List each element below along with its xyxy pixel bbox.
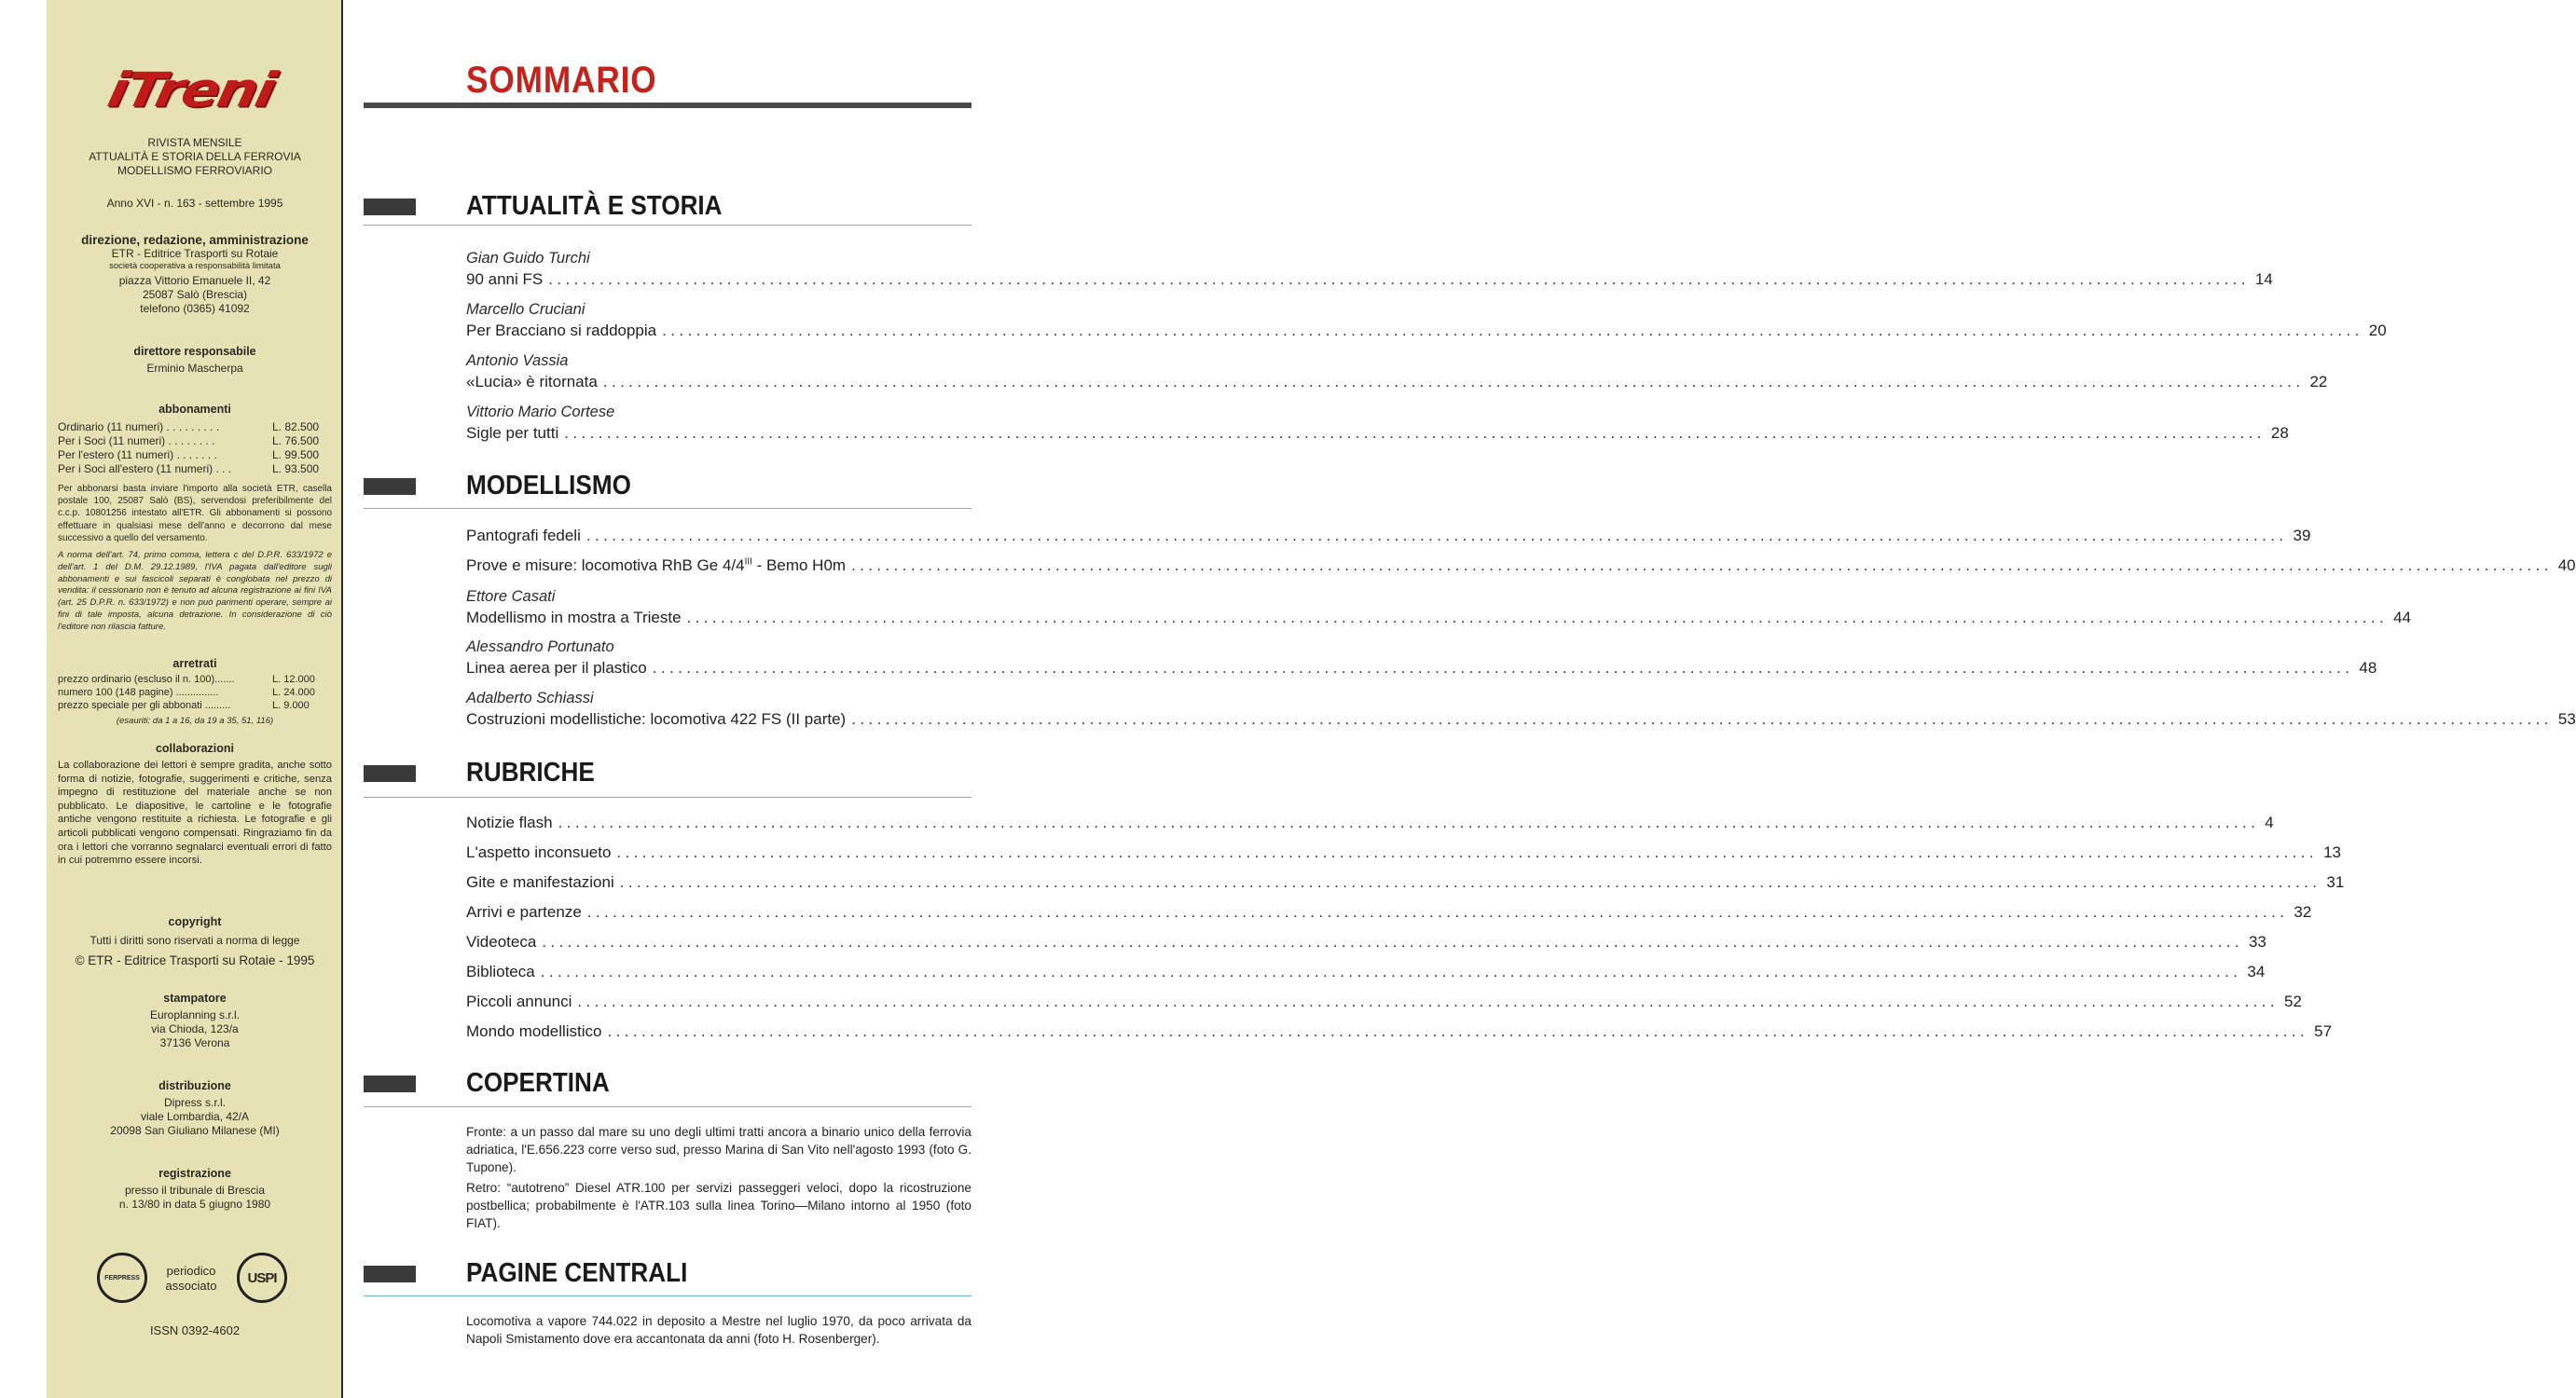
- centerfold-description: Locomotiva a vapore 744.022 in deposito a Mestre nel luglio 1970, da poco arrivata da Napoli Smistamento dove era accantonata da anni (foto H. Rosenberger).: [466, 1314, 971, 1346]
- entry-author: Alessandro Portunato: [466, 638, 614, 655]
- entry-title: Biblioteca: [466, 963, 535, 980]
- address-line: piazza Vittorio Emanuele II, 42: [118, 274, 271, 287]
- stampatore-line: via Chioda, 123/a: [151, 1022, 239, 1035]
- price-desc: Per l'estero (11 numeri) . . . . . . .: [58, 448, 217, 461]
- section-marker: [364, 1076, 416, 1092]
- uspi-seal: [237, 1253, 287, 1303]
- entry-page: 40: [2557, 556, 2576, 574]
- entry-page: 33: [2248, 933, 2266, 951]
- entry-title: Sigle per tutti: [466, 424, 559, 442]
- address-line: telefono (0365) 41092: [140, 302, 250, 315]
- associato-line: associato: [165, 1279, 217, 1293]
- entry-title: Modellismo in mostra a Trieste: [466, 609, 682, 626]
- direttore-name: Erminio Mascherpa: [146, 362, 243, 375]
- issue-info: Anno XVI - n. 163 - settembre 1995: [106, 197, 283, 210]
- entry-page: 44: [2393, 609, 2412, 626]
- stampatore-block: [47, 992, 343, 1050]
- direttore-block: [47, 345, 343, 376]
- collaborazioni-block: [47, 742, 343, 868]
- entry-title: Mondo modellistico: [466, 1022, 602, 1040]
- entry-title: Linea aerea per il plastico: [466, 659, 647, 677]
- magazine-subtitle: [47, 136, 343, 178]
- entry-page: 20: [2368, 322, 2387, 339]
- entry-page: 14: [2254, 270, 2273, 288]
- collaborazioni-title: collaborazioni: [155, 742, 235, 755]
- copyright-title: copyright: [168, 915, 222, 928]
- price-value: L. 82.500: [272, 420, 320, 433]
- entry-page: 32: [2294, 903, 2312, 921]
- entry-title: 90 anni FS: [466, 270, 544, 288]
- uspi-seal-text: USPI: [247, 1269, 277, 1286]
- direzione-block: [47, 233, 343, 316]
- direttore-title: direttore responsabile: [133, 345, 256, 358]
- section-rule: [364, 508, 971, 509]
- price-desc: Ordinario (11 numeri) . . . . . . . . .: [58, 420, 220, 433]
- toc-entry[interactable]: [466, 248, 2273, 291]
- section-marker: [364, 1266, 416, 1282]
- section-rule: [364, 1295, 971, 1296]
- section-marker: [364, 199, 416, 215]
- leader-dots: ........................................................................................................................................................................................................: [585, 527, 2288, 544]
- entry-author: Marcello Cruciani: [466, 301, 585, 318]
- leader-dots: ........................................................................................................................................................................................................: [851, 556, 2553, 574]
- abbonamenti-title: abbonamenti: [158, 403, 231, 416]
- direzione-title: direzione, redazione, amministrazione: [81, 233, 309, 247]
- arretrati-block: [47, 657, 343, 727]
- price-value: L. 76.500: [272, 434, 320, 447]
- copyright-block: [47, 915, 343, 968]
- price-desc: numero 100 (148 pagine) ...............: [58, 687, 219, 698]
- entry-title: Per Bracciano si raddoppia: [466, 322, 657, 339]
- stampatore-line: Europlanning s.r.l.: [149, 1008, 241, 1021]
- table-of-contents: [364, 0, 2576, 1398]
- copyright-line: Tutti i diritti sono riservati a norma di legge: [90, 934, 300, 947]
- stampatore-line: 37136 Verona: [159, 1036, 230, 1049]
- toc-entry[interactable]: [466, 1021, 2333, 1043]
- abbonamenti-block: [47, 403, 343, 634]
- toc-entry[interactable]: [466, 688, 2576, 731]
- entry-title: [466, 555, 846, 577]
- entry-title: «Lucia» è ritornata: [466, 373, 598, 391]
- leader-dots: ........................................................................................................................................................................................................: [540, 963, 2242, 980]
- price-row: [47, 686, 343, 699]
- section-title: COPERTINA: [466, 1068, 610, 1098]
- leader-dots: ........................................................................................................................................................................................................: [662, 322, 2363, 339]
- arretrati-note: (esauriti: da 1 a 16, da 19 a 35, 51, 116): [116, 716, 274, 726]
- entry-title: Gite e manifestazioni: [466, 873, 614, 891]
- price-row: [47, 420, 343, 434]
- registrazione-line: n. 13/80 in data 5 giugno 1980: [118, 1198, 271, 1211]
- entry-title: L'aspetto inconsueto: [466, 843, 612, 861]
- publisher-note: società cooperativa a responsabilità limitata: [109, 261, 281, 271]
- subtitle-line: RIVISTA MENSILE: [147, 136, 242, 149]
- iva-text: A norma dell'art. 74, primo comma, lettera c del D.P.R. 633/1972 e dell'art. 1 del D.M. 29.12.1989, l'IVA pagata dall'editore sugli abbonamenti e sui fascicoli separati è conglobata nel prezzo di vendita: il cessionario non è tenuto ad alcuna registrazione ai fini IVA (art. 25 D.P.R. n. 633/1972) e non può parimenti operare, sempre ai fini di tale imposta, alcuna detrazione. In considerazione di ciò l'editore non rilascia fatture.: [58, 550, 332, 632]
- entry-page: 48: [2359, 659, 2377, 677]
- toc-entry[interactable]: [466, 901, 2312, 924]
- entry-title: Pantografi fedeli: [466, 527, 581, 544]
- ferpress-seal-text: FERPRESS: [104, 1274, 140, 1282]
- arretrati-title: arretrati: [172, 657, 217, 670]
- distribuzione-line: 20098 San Giuliano Milanese (MI): [110, 1124, 280, 1137]
- associazione-block: [97, 1251, 293, 1310]
- entry-page: 28: [2270, 424, 2289, 442]
- section-title: ATTUALITÀ E STORIA: [466, 191, 723, 221]
- registrazione-line: presso il tribunale di Brescia: [124, 1184, 266, 1197]
- entry-author: Gian Guido Turchi: [466, 250, 590, 267]
- leader-dots: ........................................................................................................................................................................................................: [542, 933, 2243, 951]
- masthead-column: [47, 0, 343, 1398]
- leader-dots: ........................................................................................................................................................................................................: [616, 843, 2319, 861]
- entry-title: Costruzioni modellistiche: locomotiva 422 FS (II parte): [466, 710, 847, 728]
- entry-page: 39: [2293, 527, 2311, 544]
- leader-dots: ........................................................................................................................................................................................................: [607, 1022, 2309, 1040]
- entry-page: 22: [2309, 373, 2328, 391]
- ferpress-seal: [97, 1253, 147, 1303]
- leader-dots: ........................................................................................................................................................................................................: [619, 873, 2321, 891]
- abbonamenti-text: Per abbonarsi basta inviare l'importo alla società ETR, casella postale 100, 25087 Salò (BS), servendosi preferibilmente del c.c.p. 10801256 intestato all'ETR. Gli abbonamenti si possono effettuare in qualsiasi mese dell'anno e decorrono dal mese successivo a quello del versamento.: [58, 484, 332, 543]
- associato-line: periodico: [166, 1264, 216, 1278]
- issn: ISSN 0392-4602: [149, 1323, 241, 1337]
- entry-title-main: Prove e misure: locomotiva RhB Ge 4/4: [466, 556, 745, 574]
- entry-title-sup: III: [744, 556, 752, 568]
- magazine-logo: iTreni: [103, 62, 280, 118]
- subtitle-line: ATTUALITÀ E STORIA DELLA FERROVIA: [89, 150, 301, 163]
- toc-entry[interactable]: [466, 525, 2311, 547]
- entry-page: 53: [2557, 710, 2576, 728]
- section-marker: [364, 765, 416, 782]
- leader-dots: ........................................................................................................................................................................................................: [586, 903, 2289, 921]
- leader-dots: ........................................................................................................................................................................................................: [652, 659, 2354, 677]
- toc-entry[interactable]: [466, 299, 2387, 342]
- subtitle-line: MODELLISMO FERROVIARIO: [117, 164, 273, 177]
- leader-dots: ........................................................................................................................................................................................................: [686, 609, 2389, 626]
- price-desc: prezzo ordinario (escluso il n. 100).......: [58, 674, 235, 685]
- entry-title: Notizie flash: [466, 814, 553, 831]
- page-title: SOMMARIO: [466, 60, 657, 101]
- cover-description-front: Fronte: a un passo dal mare su uno degli ultimi tratti ancora a binario unico della ferrovia adriatica, l'E.656.223 corre verso sud, presso Marina di San Vito nell'agosto 1993 (foto G. Tupone).: [466, 1125, 971, 1174]
- price-desc: Per i Soci (11 numeri) . . . . . . . .: [58, 434, 215, 447]
- leader-dots: ........................................................................................................................................................................................................: [558, 814, 2260, 831]
- distribuzione-line: Dipress s.r.l.: [163, 1096, 226, 1109]
- entry-page: 52: [2284, 993, 2302, 1010]
- toc-entry[interactable]: [466, 586, 2412, 629]
- collaborazioni-text: La collaborazione dei lettori è sempre gradita, anche sotto forma di notizie, fotografie, suggerimenti e critiche, senza impegno di restituzione del materiale anche se non pubblicato. Le diapositive, le cartoline e le fotografie antiche vengono restituite a richiesta. Le fotografie e gli articoli pubblicati vengono compensati. Ringraziamo fin da ora i lettori che vorranno segnalarci eventuali errori di fatto in cui potremmo essere incorsi.: [58, 760, 332, 867]
- entry-page: 4: [2265, 814, 2274, 831]
- associato-text: [158, 1264, 224, 1294]
- stampatore-title: stampatore: [163, 992, 227, 1005]
- leader-dots: ........................................................................................................................................................................................................: [577, 993, 2280, 1010]
- entry-author: Antonio Vassia: [466, 352, 569, 369]
- toc-entry[interactable]: [466, 637, 2377, 679]
- toc-entry[interactable]: [466, 555, 2576, 577]
- copyright-line: © ETR - Editrice Trasporti su Rotaie - 1995: [75, 953, 315, 967]
- section-title: MODELLISMO: [466, 471, 631, 500]
- address-line: 25087 Salò (Brescia): [142, 288, 248, 301]
- leader-dots: ........................................................................................................................................................................................................: [851, 710, 2553, 728]
- entry-page: 34: [2247, 963, 2266, 980]
- price-value: L. 93.500: [272, 462, 320, 475]
- registrazione-title: registrazione: [158, 1167, 231, 1180]
- toc-entry[interactable]: [466, 402, 2289, 445]
- entry-title: Arrivi e partenze: [466, 903, 582, 921]
- toc-entry[interactable]: [466, 842, 2341, 864]
- price-row: [47, 462, 343, 476]
- entry-author: Vittorio Mario Cortese: [466, 404, 615, 420]
- cover-description-back: Retro: “autotreno” Diesel ATR.100 per servizi passeggeri veloci, dopo la ricostruzione postbellica; probabilmente è l'ATR.103 sulla linea Torino—Milano intorno al 1950 (foto FIAT).: [466, 1181, 971, 1230]
- section-marker: [364, 478, 416, 495]
- toc-entry[interactable]: [466, 350, 2328, 393]
- leader-dots: ........................................................................................................................................................................................................: [602, 373, 2305, 391]
- toc-entry[interactable]: [466, 931, 2266, 953]
- entry-title: Videoteca: [466, 933, 537, 951]
- price-row: [47, 448, 343, 462]
- entry-author: Ettore Casati: [466, 588, 556, 605]
- toc-entry[interactable]: [466, 812, 2274, 834]
- section-title: RUBRICHE: [466, 758, 595, 788]
- entry-title-rest: - Bemo H0m: [751, 556, 847, 574]
- section-title: PAGINE CENTRALI: [466, 1258, 688, 1288]
- section-rule: [364, 797, 971, 798]
- price-row: [47, 434, 343, 448]
- entry-page: 31: [2326, 873, 2345, 891]
- toc-entry[interactable]: [466, 961, 2266, 983]
- price-value: L. 12.000: [272, 674, 315, 685]
- price-desc: Per i Soci all'estero (11 numeri) . . .: [58, 462, 232, 475]
- publisher-name: ETR - Editrice Trasporti su Rotaie: [111, 247, 279, 260]
- registrazione-block: [47, 1167, 343, 1212]
- entry-page: 13: [2323, 843, 2341, 861]
- toc-entry[interactable]: [466, 991, 2302, 1013]
- entry-page: 57: [2314, 1022, 2333, 1040]
- distribuzione-line: viale Lombardia, 42/A: [140, 1110, 250, 1123]
- entry-author: Adalberto Schiassi: [466, 690, 594, 706]
- distribuzione-block: [47, 1079, 343, 1138]
- section-rule: [364, 225, 971, 226]
- entry-title: Piccoli annunci: [466, 993, 572, 1010]
- leader-dots: ........................................................................................................................................................................................................: [548, 270, 2250, 288]
- leader-dots: ........................................................................................................................................................................................................: [564, 424, 2266, 442]
- price-value: L. 24.000: [272, 687, 315, 698]
- price-value: L. 99.500: [272, 448, 320, 461]
- price-row: [47, 673, 343, 686]
- price-desc: prezzo speciale per gli abbonati .........: [58, 700, 231, 711]
- title-rule: [364, 103, 971, 108]
- distribuzione-title: distribuzione: [158, 1079, 231, 1092]
- price-row: [47, 699, 343, 712]
- toc-entry[interactable]: [466, 871, 2345, 894]
- section-rule: [364, 1106, 971, 1107]
- price-value: L. 9.000: [272, 700, 310, 711]
